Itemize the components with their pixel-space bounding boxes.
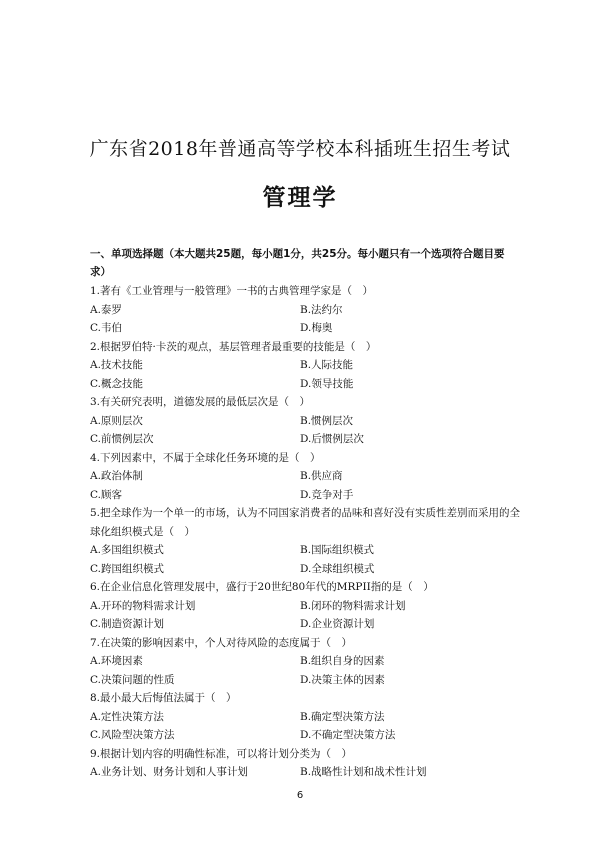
- answer-option: B.法约尔: [300, 303, 343, 316]
- option-group: [90, 467, 530, 504]
- question-item: [90, 393, 530, 449]
- option-group: [90, 652, 530, 689]
- answer-option: B.人际技能: [300, 359, 354, 371]
- question-list: [90, 282, 530, 782]
- answer-option: B.确定型决策方法: [300, 710, 385, 723]
- answer-option: B.惯例层次: [300, 414, 354, 427]
- answer-option: A.定性决策方法: [90, 710, 164, 723]
- question-stem: 3.有关研究表明，道德发展的最低层次是（ ）: [90, 396, 311, 408]
- question-item: [90, 282, 530, 338]
- answer-option: A.环境因素: [90, 655, 143, 667]
- question-stem: 2.根据罗伯特·卡茨的观点，基层管理者最重要的技能是（ ）: [90, 340, 377, 353]
- question-item: [90, 634, 530, 690]
- answer-option: D.梅奥: [300, 322, 333, 334]
- answer-option: D.领导技能: [300, 377, 354, 390]
- question-item: [90, 338, 530, 394]
- option-group: [90, 356, 530, 393]
- answer-option: D.全球组织模式: [300, 562, 375, 575]
- answer-option: D.后惯例层次: [300, 433, 364, 445]
- question-stem: 7.在决策的影响因素中，个人对待风险的态度属于（ ）: [90, 636, 353, 649]
- answer-option: B.国际组织模式: [300, 544, 375, 556]
- answer-option: D.决策主体的因素: [300, 673, 385, 686]
- question-stem: 4.下列因素中，不属于全球化任务环境的是（ ）: [90, 451, 321, 464]
- option-group: [90, 301, 530, 338]
- answer-option: C.跨国组织模式: [90, 562, 164, 575]
- answer-option: C.韦伯: [90, 322, 122, 334]
- question-item: [90, 578, 530, 634]
- answer-option: C.前惯例层次: [90, 433, 154, 445]
- answer-option: B.闭环的物料需求计划: [300, 599, 406, 612]
- option-group: [90, 597, 530, 634]
- question-stem: 8.最小最大后悔值法属于（ ）: [90, 692, 237, 704]
- answer-option: C.概念技能: [90, 377, 143, 390]
- answer-option: A.原则层次: [90, 414, 143, 427]
- answer-option: B.供应商: [300, 470, 343, 482]
- question-stem: 6.在企业信息化管理发展中，盛行于20世纪80年代的MRPII指的是（ ）: [90, 581, 434, 593]
- section-heading: 一、单项选择题（本大题共25题，每小题1分，共25分。每小题只有一个选项符合题目要求）: [90, 248, 505, 278]
- answer-option: D.竞争对手: [300, 488, 354, 501]
- subject-title: 管理学: [262, 185, 338, 211]
- answer-option: C.制造资源计划: [90, 618, 164, 630]
- answer-option: A.泰罗: [90, 303, 122, 316]
- answer-option: B.战略性计划和战术性计划: [300, 766, 427, 778]
- answer-option: A.技术技能: [90, 359, 143, 371]
- question-item: [90, 504, 530, 578]
- answer-option: A.多国组织模式: [90, 544, 164, 556]
- answer-option: A.业务计划、财务计划和人事计划: [90, 766, 248, 778]
- option-group: [90, 412, 530, 449]
- question-item: [90, 449, 530, 505]
- exam-title: 广东省2018年普通高等学校本科插班生招生考试: [89, 138, 511, 160]
- answer-option: D.企业资源计划: [300, 618, 375, 630]
- answer-option: D.不确定型决策方法: [300, 729, 396, 741]
- answer-option: A.开环的物料需求计划: [90, 599, 196, 612]
- option-group: [90, 708, 530, 745]
- question-stem: 9.根据计划内容的明确性标准，可以将计划分类为（ ）: [90, 747, 353, 760]
- option-group: [90, 541, 530, 578]
- question-item: [90, 689, 530, 745]
- question-item: [90, 745, 530, 782]
- answer-option: B.组织自身的因素: [300, 655, 385, 667]
- question-stem: 1.著有《工业管理与一般管理》一书的古典管理学家是（ ）: [90, 285, 374, 297]
- page-number: 6: [296, 790, 304, 801]
- answer-option: C.风险型决策方法: [90, 729, 175, 741]
- answer-option: A.政治体制: [90, 470, 143, 482]
- question-stem: 5.把全球作为一个单一的市场，认为不同国家消费者的品味和喜好没有实质性差别而采用的全球化组织模式是（ ）: [90, 507, 521, 538]
- answer-option: C.决策问题的性质: [90, 673, 175, 686]
- option-group: [90, 763, 530, 782]
- answer-option: C.顾客: [90, 488, 122, 501]
